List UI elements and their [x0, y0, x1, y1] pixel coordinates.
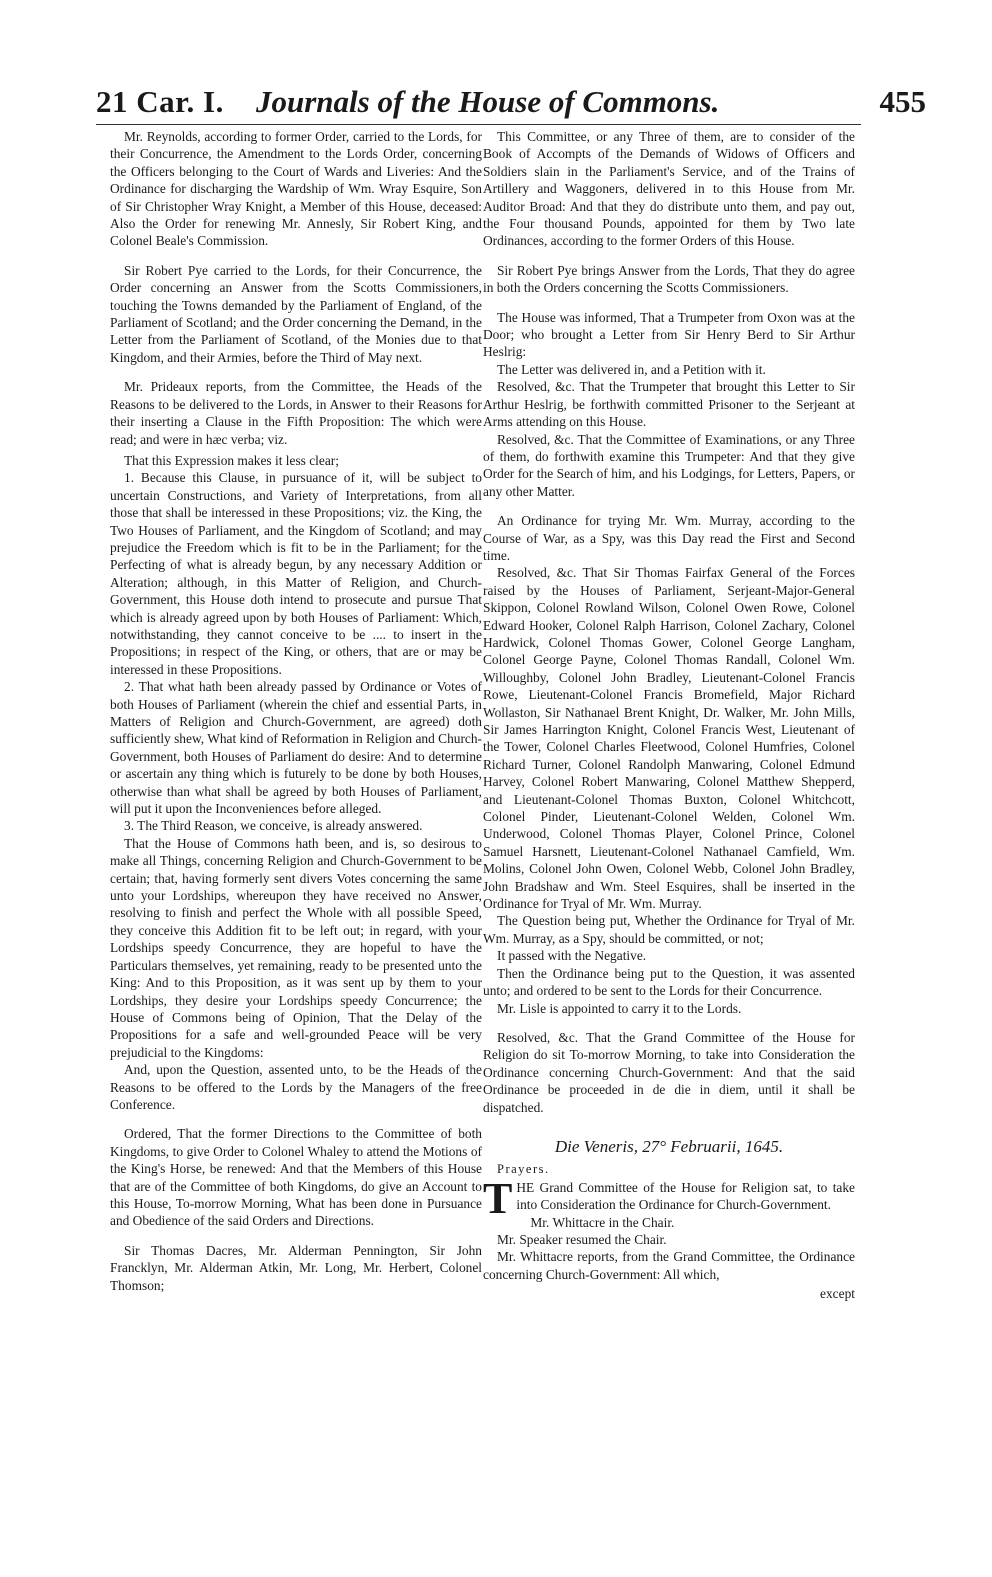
paragraph: 2. That what hath been already passed by Ordinance or Votes of both Houses of Parliament (wherein the chief and essential Parts, in Matters of Religion and Church-Government, are agreed) doth sufficiently shew, What kind of Reformation in Religion and Church-Government, both Houses of Parliament do desire: And to determine or ascertain any thing which is futurely to be done by both Houses, otherwise than what shall be agreed by both Houses of Parliament, will put it upon the Inconveniences before alleged.	[110, 679, 483, 817]
paragraph: Mr. Lisle is appointed to carry it to the Lords.	[497, 1000, 742, 1016]
paragraph: Mr. Speaker resumed the Chair.	[497, 1231, 667, 1247]
paragraph-text: HE Grand Committee of the House for Religion sat, to take into Consideration the Ordinance for Church-Government.	[516, 1179, 855, 1213]
paragraph: Sir Robert Pye carried to the Lords, for their Concurrence, the Order concerning an Answer from the Scotts Commissioners, touching the Towns demanded by the Parliament of England, of the Parliament of Scotland; and the Order concerning the Demand, in the Letter from the Parliament of Scotland, of the Monies due to that Kingdom, and their Armies, before the Third of May next.	[110, 262, 482, 365]
paragraph: Resolved, &c. That the Grand Committee of the House for Religion do sit To-morrow Morning, to take into Consideration the Ordinance concerning Church-Government: And that the said Ordinance be proceeded in de die in diem, until it shall be dispatched.	[483, 1029, 855, 1115]
drop-cap: T	[483, 1173, 513, 1223]
paragraph: The House was informed, That a Trumpeter from Oxon was at the Door; who brought a Letter from Sir Henry Berd to Sir Arthur Heslrig:	[483, 309, 855, 360]
day-heading: Die Veneris, 27° Februarii, 1645.	[554, 1136, 784, 1156]
paragraph: Resolved, &c. That the Trumpeter that brought this Letter to Sir Arthur Heslrig, be forthwith committed Prisoner to the Serjeant at Arms attending on this House.	[483, 379, 855, 430]
paragraph: Mr. Whittacre reports, from the Grand Committee, the Ordinance concerning Church-Government: All which,	[483, 1249, 855, 1282]
paragraph: That the House of Commons hath been, and is, so desirous to make all Things, concerning Religion and Church-Government to be certain; that, having formerly sent divers Votes concerning the same unto your Lordships, whereupon they have received no Answer, resolving to finish and perfect the Whole with all possible Speed, they conceive this Addition fit to be left out; in regard, with your Lordships speedy Concurrence, they are hopeful to have the Particulars themselves, yet remaining, ready to be presented unto the King: And to this Proposition, as it was sent up by them to your Lordships, they desire your Lordships speedy Concurrence; the House of Commons being of Opinion, That the Delay of the Propositions for a safe and well-grounded Peace will be very prejudicial to the Kingdoms:	[110, 835, 482, 1060]
prayers-label: Prayers.	[497, 1162, 550, 1177]
right-column	[483, 128, 855, 1303]
paragraph: Resolved, &c. That the Committee of Examinations, or any Three of them, do forthwith examine this Trumpeter: And that they give Order for the Search of him, and his Lodgings, for Letters, Papers, or any other Matter.	[483, 431, 855, 499]
paragraph: This Committee, or any Three of them, are to consider of the Book of Accompts of the Demands of Widows of Officers and Soldiers slain in the Parliament's Service, and of the Trains of Artillery and Waggoners, delivered in to this House from Mr. Auditor Broad: And that they do distribute unto them, and pay out, the Four thousand Pounds, appointed for them by Two late Ordinances, according to the former Orders of this House.	[483, 129, 855, 249]
header-rule	[96, 124, 861, 125]
paragraph: The Letter was delivered in, and a Petition with it.	[497, 361, 766, 377]
paragraph: The Question being put, Whether the Ordinance for Tryal of Mr. Wm. Murray, as a Spy, should be committed, or not;	[483, 913, 855, 946]
catchword: except	[820, 1286, 855, 1302]
paragraph: Sir Robert Pye brings Answer from the Lords, That they do agree in both the Orders concerning the Scotts Commissioners.	[483, 262, 855, 296]
page-number: 455	[879, 84, 926, 119]
left-column	[110, 128, 482, 1294]
paragraph: Then the Ordinance being put to the Question, it was assented unto; and ordered to be sent to the Lords for their Concurrence.	[483, 965, 855, 999]
paragraph: And, upon the Question, assented unto, to be the Heads of the Reasons to be offered to the Lords by the Managers of the free Conference.	[110, 1062, 482, 1112]
paragraph: Sir Thomas Dacres, Mr. Alderman Pennington, Sir John Francklyn, Mr. Alderman Atkin, Mr. Long, Mr. Herbert, Colonel Thomson;	[110, 1242, 482, 1293]
regnal-year: 21 Car. I.	[96, 84, 224, 119]
running-title: Journals of the House of Commons.	[256, 84, 720, 119]
paragraph: 3. The Third Reason, we conceive, is already answered.	[124, 818, 423, 834]
paragraph: That this Expression makes it less clear;	[124, 452, 339, 468]
paragraph: It passed with the Negative.	[497, 948, 647, 964]
page-header	[96, 82, 926, 126]
paragraph: Mr. Prideaux reports, from the Committee, the Heads of the Reasons to be delivered to the Lords, in Answer to their Reasons for their inserting a Clause in the Fifth Proposition: The which were read; and were in hæc verba; viz.	[110, 379, 482, 447]
paragraph: Mr. Whittacre in the Chair.	[530, 1214, 675, 1230]
paragraph: Ordered, That the former Directions to the Committee of both Kingdoms, to give Order to Colonel Whaley to attend the Motions of the King's Horse, be renewed: And that the Members of this House that are of the Committee of both Kingdoms, do give an Account to this House, To-morrow Morning, What has been done in Pursuance and Obedience of the said Orders and Directions.	[110, 1126, 482, 1229]
paragraph: 1. Because this Clause, in pursuance of it, will be subject to uncertain Constructions, and Variety of Interpretations, from all those that shall be interessed in these Propositions; viz. the King, the Two Houses of Parliament, and the Kingdom of Scotland; and may prejudice the Freedom which is fit to be in the Parliament; for the Perfecting of what is already begun, by any necessary Addition or Alteration; although, in this Matter of Religion, and Church-Government, this House doth intend to prosecute and pursue That which is already agreed upon by both Houses of Parliament: Which, notwithstanding, they cannot conceive to be .... to insert in the Propositions; in respect of the King, or others, that are or may be interessed in these Propositions.	[110, 470, 482, 677]
paragraph: Mr. Reynolds, according to former Order, carried to the Lords, for their Concurrence, the Amendment to the Lords Order, concerning the Officers belonging to the Court of Wards and Liveries: And the Ordinance for discharging the Wardship of Wm. Wray Esquire, Son of Sir Christopher Wray Knight, a Member of this House, deceased: Also the Order for renewing Mr. Annesly, Sir Robert King, and Colonel Beale's Commission.	[110, 129, 482, 249]
paragraph: Resolved, &c. That Sir Thomas Fairfax General of the Forces raised by the Houses of Parliament, Serjeant-Major-General Skippon, Colonel Rowland Wilson, Colonel Owen Rowe, Colonel Edward Hooker, Colonel Ralph Harrison, Colonel Zachary, Colonel Hardwick, Colonel Thomas Gower, Colonel George Langham, Colonel George Payne, Colonel Thomas Randall, Colonel Wm. Willoughby, Colonel John Bradley, Lieutenant-Colonel Francis Rowe, Lieutenant-Colonel Francis Bromefield, Major Richard Wollaston, Sir Nathanael Brent Knight, Dr. Walker, Mr. John Mills, Sir James Harrington Knight, Colonel Francis West, Lieutenant of the Tower, Colonel Charles Fleetwood, Colonel Humfries, Colonel Richard Turner, Colonel Randolph Manwaring, Colonel Edmund Harvey, Colonel Robert Manwaring, Colonel Matthew Shepperd, and Lieutenant-Colonel Thomas Buxton, Colonel Whitchcott, Colonel Pinder, Lieutenant-Colonel Welden, Colonel Wm. Underwood, Colonel Thomas Player, Colonel Prince, Colonel Samuel Harsnett, Lieutenant-Colonel Nathanael Camfield, Wm. Molins, Colonel John Owen, Colonel Webb, Colonel John Bradley, John Bradshaw and Wm. Steel Esquires, shall be inserted in the Ordinance for Tryal of Mr. Wm. Murray.	[483, 565, 855, 912]
paragraph: An Ordinance for trying Mr. Wm. Murray, according to the Course of War, as a Spy, was this Day read the First and Second time.	[483, 513, 855, 563]
